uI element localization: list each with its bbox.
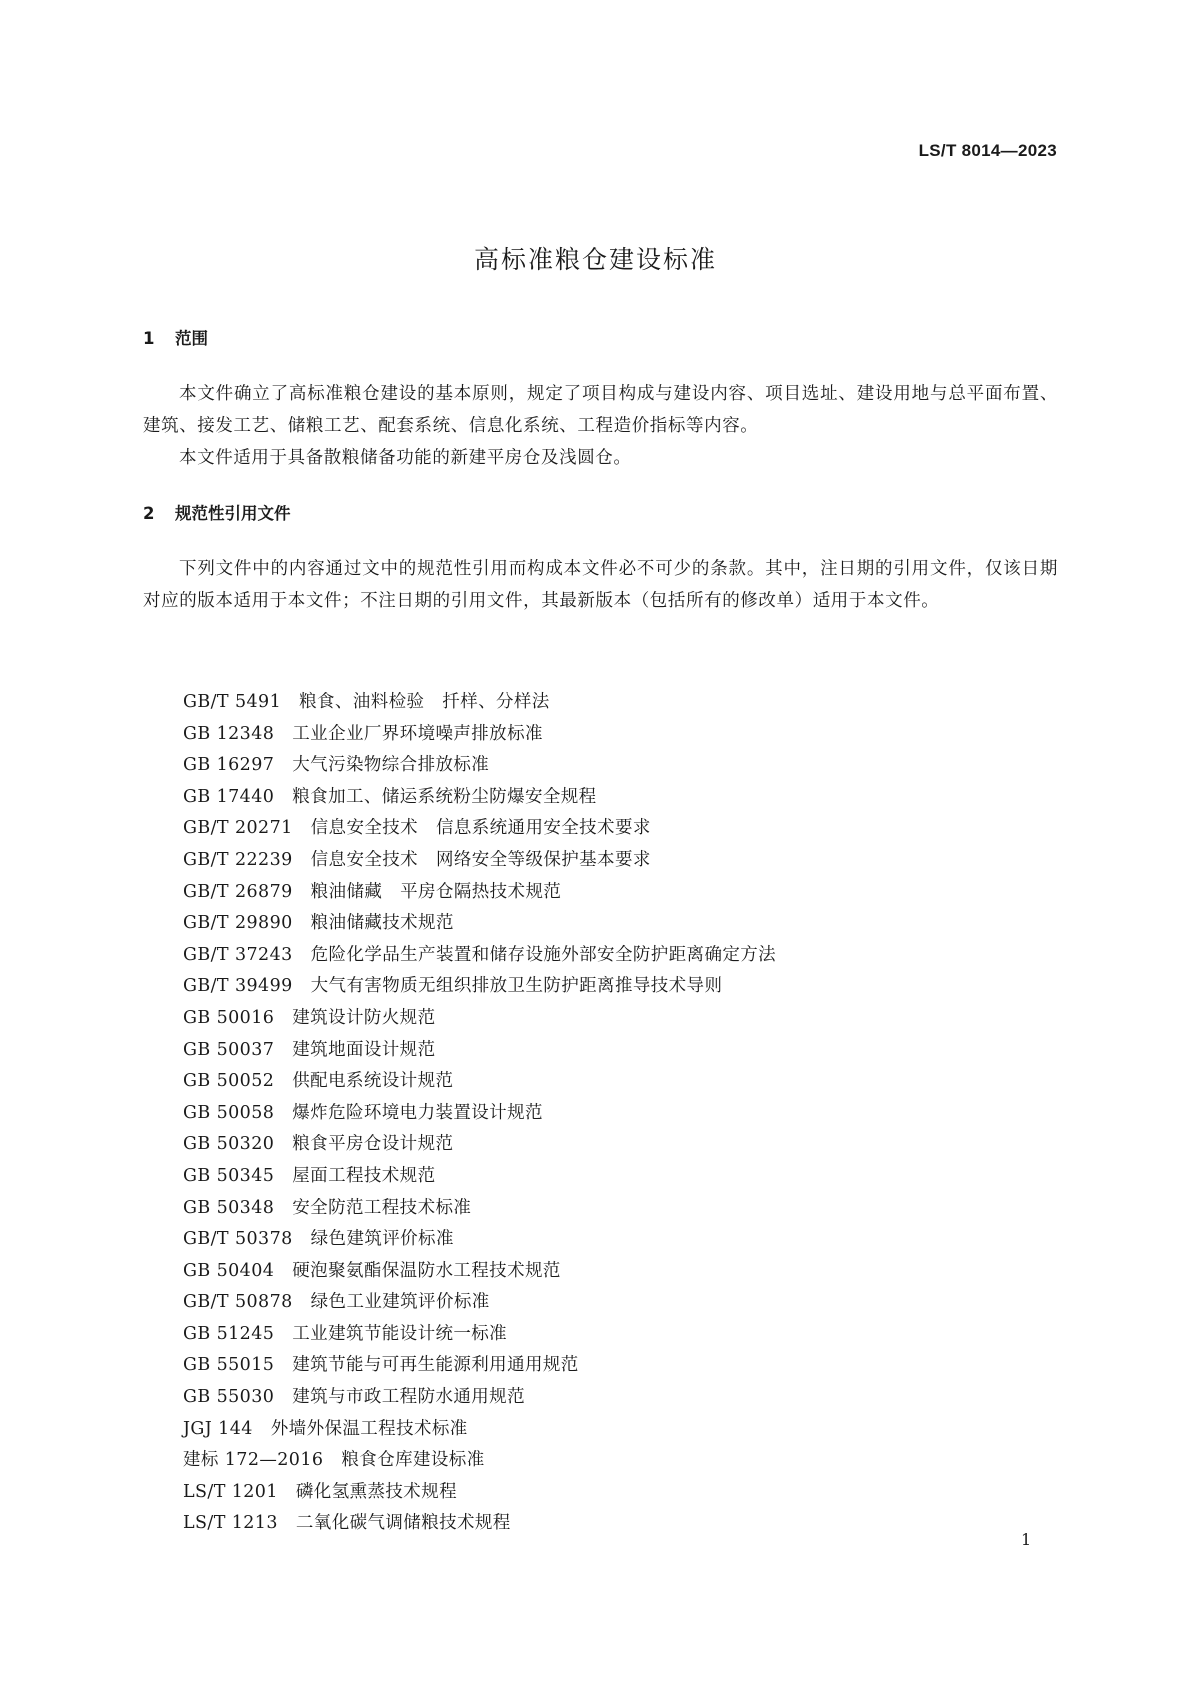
reference-title: 磷化氢熏蒸技术规程 [295, 1481, 457, 1502]
reference-title: 粮食平房仓设计规范 [292, 1134, 454, 1155]
standard-code: LS/T 8014—2023 [918, 141, 1057, 160]
reference-title: 建筑与市政工程防水通用规范 [292, 1387, 525, 1408]
reference-title: 工业企业厂界环境噪声排放标准 [292, 723, 543, 744]
reference-code: GB/T 22239 [183, 849, 293, 870]
reference-item [183, 1508, 776, 1540]
reference-code: GB 50052 [183, 1071, 275, 1092]
scope-paragraph-1: 本文件确立了高标准粮仓建设的基本原则，规定了项目构成与建设内容、项目选址、建设用地与总平面布置、建筑、接发工艺、储粮工艺、配套系统、信息化系统、工程造价指标等内容。 [143, 384, 1058, 436]
reference-code: GB/T 39499 [183, 976, 293, 997]
reference-title: 粮食、油料检验 扦样、分样法 [299, 692, 550, 712]
reference-title: 建筑节能与可再生能源利用通用规范 [292, 1355, 579, 1376]
reference-title: 信息安全技术 网络安全等级保护基本要求 [310, 849, 651, 870]
reference-code: GB/T 29890 [183, 913, 293, 934]
section-2-heading [143, 500, 291, 524]
reference-item [183, 1382, 776, 1414]
reference-item [183, 1003, 776, 1035]
reference-code: GB/T 37243 [183, 944, 293, 965]
document-title: 高标准粮仓建设标准 [473, 245, 717, 274]
reference-item [183, 1477, 776, 1509]
section-number: 2 [143, 504, 155, 523]
reference-title: 危险化学品生产装置和储存设施外部安全防护距离确定方法 [310, 944, 777, 965]
reference-item [183, 845, 776, 877]
reference-item [183, 719, 776, 751]
reference-item [183, 908, 776, 940]
reference-title: 硬泡聚氨酯保温防水工程技术规范 [292, 1260, 561, 1281]
reference-code: GB 17440 [183, 786, 275, 807]
reference-code: GB 50320 [183, 1134, 275, 1155]
reference-item [183, 813, 776, 845]
reference-code: GB 50404 [183, 1260, 275, 1281]
reference-item [183, 782, 776, 814]
reference-code: GB 50058 [183, 1102, 275, 1123]
reference-title: 工业建筑节能设计统一标准 [292, 1323, 508, 1344]
reference-title: 二氧化碳气调储粮技术规程 [295, 1513, 511, 1534]
section-title: 规范性引用文件 [175, 504, 291, 523]
reference-code: GB 12348 [183, 723, 275, 744]
reference-title: 粮食仓库建设标准 [341, 1450, 485, 1471]
section-1-heading [143, 325, 208, 349]
reference-code: GB/T 5491 [183, 692, 282, 712]
reference-title: 外墙外保温工程技术标准 [270, 1418, 468, 1439]
reference-code: GB 50348 [183, 1197, 275, 1218]
reference-code: JGJ 144 [183, 1418, 253, 1439]
reference-code: GB/T 20271 [183, 818, 293, 839]
references-intro: 下列文件中的内容通过文中的规范性引用而构成本文件必不可少的条款。其中，注日期的引用文件，仅该日期对应的版本适用于本文件；不注日期的引用文件，其最新版本（包括所有的修改单）适用于本文件。 [143, 559, 1058, 611]
reference-item [183, 1445, 776, 1477]
reference-item [183, 1035, 776, 1067]
reference-item [183, 1287, 776, 1319]
reference-code: LS/T 1213 [183, 1513, 278, 1534]
reference-item [183, 1193, 776, 1225]
reference-code: GB/T 50878 [183, 1292, 293, 1313]
reference-code: GB 50037 [183, 1039, 275, 1060]
reference-item [183, 971, 776, 1003]
reference-item [183, 750, 776, 782]
reference-title: 粮油储藏 平房仓隔热技术规范 [310, 881, 562, 902]
reference-title: 爆炸危险环境电力装置设计规范 [292, 1102, 543, 1123]
reference-item [183, 1066, 776, 1098]
reference-item [183, 687, 776, 719]
reference-title: 安全防范工程技术标准 [292, 1197, 472, 1218]
reference-code: GB 55030 [183, 1387, 275, 1408]
reference-code: GB/T 50378 [183, 1229, 293, 1250]
reference-code: GB/T 26879 [183, 881, 293, 902]
reference-code: 建标 172—2016 [183, 1450, 324, 1471]
section-title: 范围 [175, 329, 208, 348]
section-number: 1 [143, 329, 155, 348]
reference-title: 绿色工业建筑评价标准 [310, 1292, 490, 1313]
reference-item [183, 1414, 776, 1446]
reference-title: 粮食加工、储运系统粉尘防爆安全规程 [292, 786, 597, 807]
reference-code: GB 16297 [183, 755, 275, 776]
reference-title: 大气有害物质无组织排放卫生防护距离推导技术导则 [310, 976, 723, 997]
reference-title: 屋面工程技术规范 [292, 1165, 436, 1186]
reference-code: GB 50345 [183, 1165, 275, 1186]
reference-item [183, 1319, 776, 1351]
reference-item [183, 1161, 776, 1193]
reference-title: 绿色建筑评价标准 [310, 1229, 454, 1250]
reference-item [183, 1098, 776, 1130]
reference-code: GB 50016 [183, 1007, 275, 1028]
reference-title: 供配电系统设计规范 [292, 1071, 454, 1092]
reference-item [183, 1129, 776, 1161]
reference-code: LS/T 1201 [183, 1481, 278, 1502]
reference-item [183, 1224, 776, 1256]
reference-title: 大气污染物综合排放标准 [292, 755, 490, 776]
reference-item [183, 1256, 776, 1288]
reference-item [183, 1350, 776, 1382]
reference-title: 信息安全技术 信息系统通用安全技术要求 [310, 818, 651, 839]
reference-title: 建筑设计防火规范 [292, 1007, 436, 1028]
reference-code: GB 51245 [183, 1323, 275, 1344]
reference-item [183, 940, 776, 972]
reference-list [183, 687, 776, 1540]
reference-title: 建筑地面设计规范 [292, 1039, 436, 1060]
page-number: 1 [1021, 1530, 1032, 1549]
reference-title: 粮油储藏技术规范 [310, 913, 454, 934]
reference-code: GB 55015 [183, 1355, 275, 1376]
scope-paragraph-2: 本文件适用于具备散粮储备功能的新建平房仓及浅圆仓。 [179, 448, 632, 468]
reference-item [183, 877, 776, 909]
